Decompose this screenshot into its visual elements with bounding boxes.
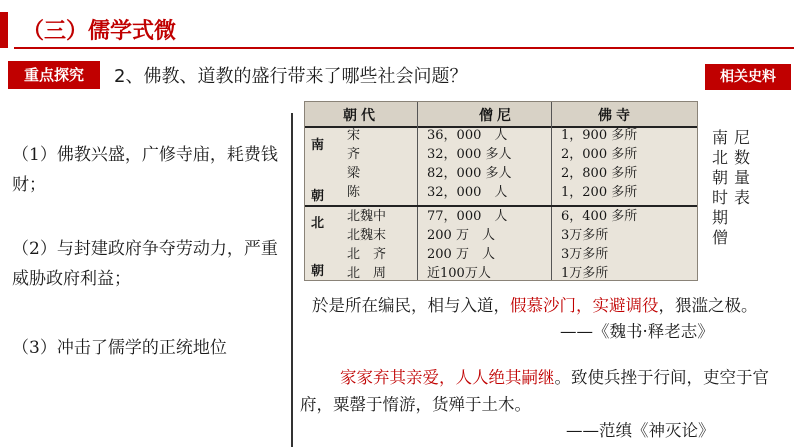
table-cell-monks: 77，000 人 <box>427 209 508 224</box>
point-2: （2）与封建政府争夺劳动力，严重威胁政府利益； <box>12 239 278 289</box>
table-cell-temples: 3万多所 <box>561 247 609 262</box>
quote-weishu: 於是所在编民，相与入道，假慕沙门，实避调役，猥滥之极。 <box>312 296 758 315</box>
table-cell-monks: 200 万 人 <box>427 228 495 243</box>
table-cell-dynasty: 宋 <box>347 128 361 143</box>
title-underline <box>14 47 794 49</box>
point-1: （1）佛教兴盛，广修寺庙，耗费钱财； <box>12 145 278 195</box>
table-cell-dynasty: 北 齐 <box>347 247 387 262</box>
question-text: 2、佛教、道教的盛行带来了哪些社会问题？ <box>114 66 468 87</box>
table-cell-temples: 1万多所 <box>561 266 609 281</box>
vertical-divider <box>291 113 293 447</box>
table-cell-dynasty: 北魏末 <box>347 228 387 243</box>
table-cell-monks: 200 万 人 <box>427 247 495 262</box>
table-cell-monks: 36，000 人 <box>427 128 508 143</box>
quote-weishu-highlight: 假慕沙门，实避调役 <box>510 296 659 315</box>
table-cell-dynasty: 陈 <box>347 185 361 200</box>
table-cell-dynasty: 梁 <box>347 166 361 181</box>
table-caption-col-1: 南北朝时期僧 <box>711 128 728 247</box>
region-north: 北 <box>311 216 325 231</box>
table-cell-temples: 1，200 多所 <box>561 185 638 200</box>
quote-shenmie-source: ——范缜《神灭论》 <box>566 421 715 440</box>
table-cell-temples: 3万多所 <box>561 228 609 243</box>
section-title: （三）儒学式微 <box>22 19 177 44</box>
quote-shenmie-highlight: 家家弃其亲爱，人人绝其嗣继 <box>340 368 555 387</box>
region-south: 南 <box>311 138 325 153</box>
quote-weishu-source: ——《魏书·释老志》 <box>560 322 714 341</box>
monks-temples-table <box>304 101 698 281</box>
point-3: （3）冲击了儒学的正统地位 <box>12 338 227 358</box>
region-north-chao: 朝 <box>311 264 325 279</box>
table-cell-monks: 32，000 人 <box>427 185 508 200</box>
header-temples: 佛寺 <box>598 108 634 124</box>
table-cell-dynasty: 齐 <box>347 147 361 162</box>
table-cell-dynasty: 北 周 <box>347 266 387 281</box>
region-south-chao: 朝 <box>311 189 325 204</box>
quote-shenmie: 家家弃其亲爱，人人绝其嗣继。致使兵挫于行间，吏空于官府，粟罄于惰游，货殚于土木。 <box>300 368 769 414</box>
table-cell-monks: 32，000 多人 <box>427 147 512 162</box>
table-caption-col-2: 尼数量表 <box>733 128 750 207</box>
key-exploration-tag: 重点探究 <box>8 61 100 89</box>
title-accent-bar <box>0 12 8 48</box>
table-cell-temples: 2，800 多所 <box>561 166 638 181</box>
table-cell-temples: 2，000 多所 <box>561 147 638 162</box>
table-cell-monks: 近100万人 <box>427 266 491 281</box>
table-cell-temples: 1，900 多所 <box>561 128 638 143</box>
header-dynasty: 朝代 <box>343 108 379 124</box>
related-materials-tag: 相关史料 <box>705 64 791 90</box>
table-cell-monks: 82，000 多人 <box>427 166 512 181</box>
table-cell-temples: 6，400 多所 <box>561 209 638 224</box>
header-monks: 僧尼 <box>479 108 515 124</box>
table-cell-dynasty: 北魏中 <box>347 209 387 224</box>
